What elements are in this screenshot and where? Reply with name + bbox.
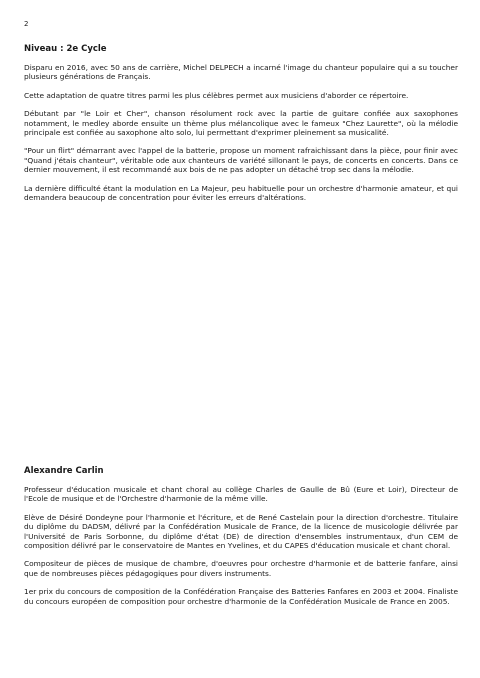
page-number: 2 (24, 20, 29, 28)
author-heading: Alexandre Carlin (24, 466, 104, 476)
author-paragraph: 1er prix du concours de composition de la Confédération Française des Batteries Fanfares en 2003 et 2004. Finaliste du concours européen de composition pour orchestre d'harmonie de la Confédération Musicale de France en 2005. (24, 587, 458, 606)
author-paragraph: Professeur d'éducation musicale et chant choral au collège Charles de Gaulle de Bû (Eure et Loir), Directeur de l'Ecole de musique et de l'Orchestre d'harmonie de la même ville. (24, 485, 458, 504)
level-section (24, 44, 458, 211)
author-paragraph: Compositeur de pièces de musique de chambre, d'oeuvres pour orchestre d'harmonie et de batterie fanfare, ainsi que de nombreuses pièces pédagogiques pour divers instruments. (24, 559, 458, 578)
level-paragraph: La dernière difficulté étant la modulation en La Majeur, peu habituelle pour un orchestre d'harmonie amateur, et qui demandera beaucoup de concentration pour éviter les erreurs d'altérations. (24, 183, 458, 203)
author-paragraph: Elève de Désiré Dondeyne pour l'harmonie et l'écriture, et de René Castelain pour la direction d'orchestre. Titulaire du diplôme du DADSM, délivré par la Confédération Musicale de France, de la licence de musicologie délivrée par l'Université de Paris Sorbonne, du diplôme d'état (DE) de direction d'ensembles instrumentaux, d'un CEM de composition délivré par le conservatoire de Mantes en Yvelines, et du CAPES d'éducation musicale et chant choral. (24, 512, 458, 551)
level-paragraph: Débutant par "le Loir et Cher", chanson résolument rock avec la partie de guitare confiée aux saxophones notamment, le medley aborde ensuite un thème plus mélancolique avec le fameux "Chez Laurette", où la mélodie principale est confiée au saxophone alto solo, lui permettant d'exprimer pleinement sa musicalité. (24, 109, 458, 138)
level-paragraph: "Pour un flirt" démarrant avec l'appel de la batterie, propose un moment rafraichissant dans la pièce, pour finir avec "Quand j'étais chanteur", véritable ode aux chanteurs de variété sillonant le pays, de concerts en concerts. Dans ce dernier mouvement, il est recommandé aux bois de ne pas adopter un détaché trop sec dans la mélodie. (24, 146, 458, 175)
level-heading: Niveau : 2e Cycle (24, 44, 107, 54)
level-paragraph: Cette adaptation de quatre titres parmi les plus célèbres permet aux musiciens d'aborder ce répertoire. (24, 90, 409, 100)
author-section (24, 466, 458, 615)
level-paragraph: Disparu en 2016, avec 50 ans de carrière, Michel DELPECH a incarné l'image du chanteur populaire qui a su toucher plusieurs générations de Français. (24, 63, 458, 82)
